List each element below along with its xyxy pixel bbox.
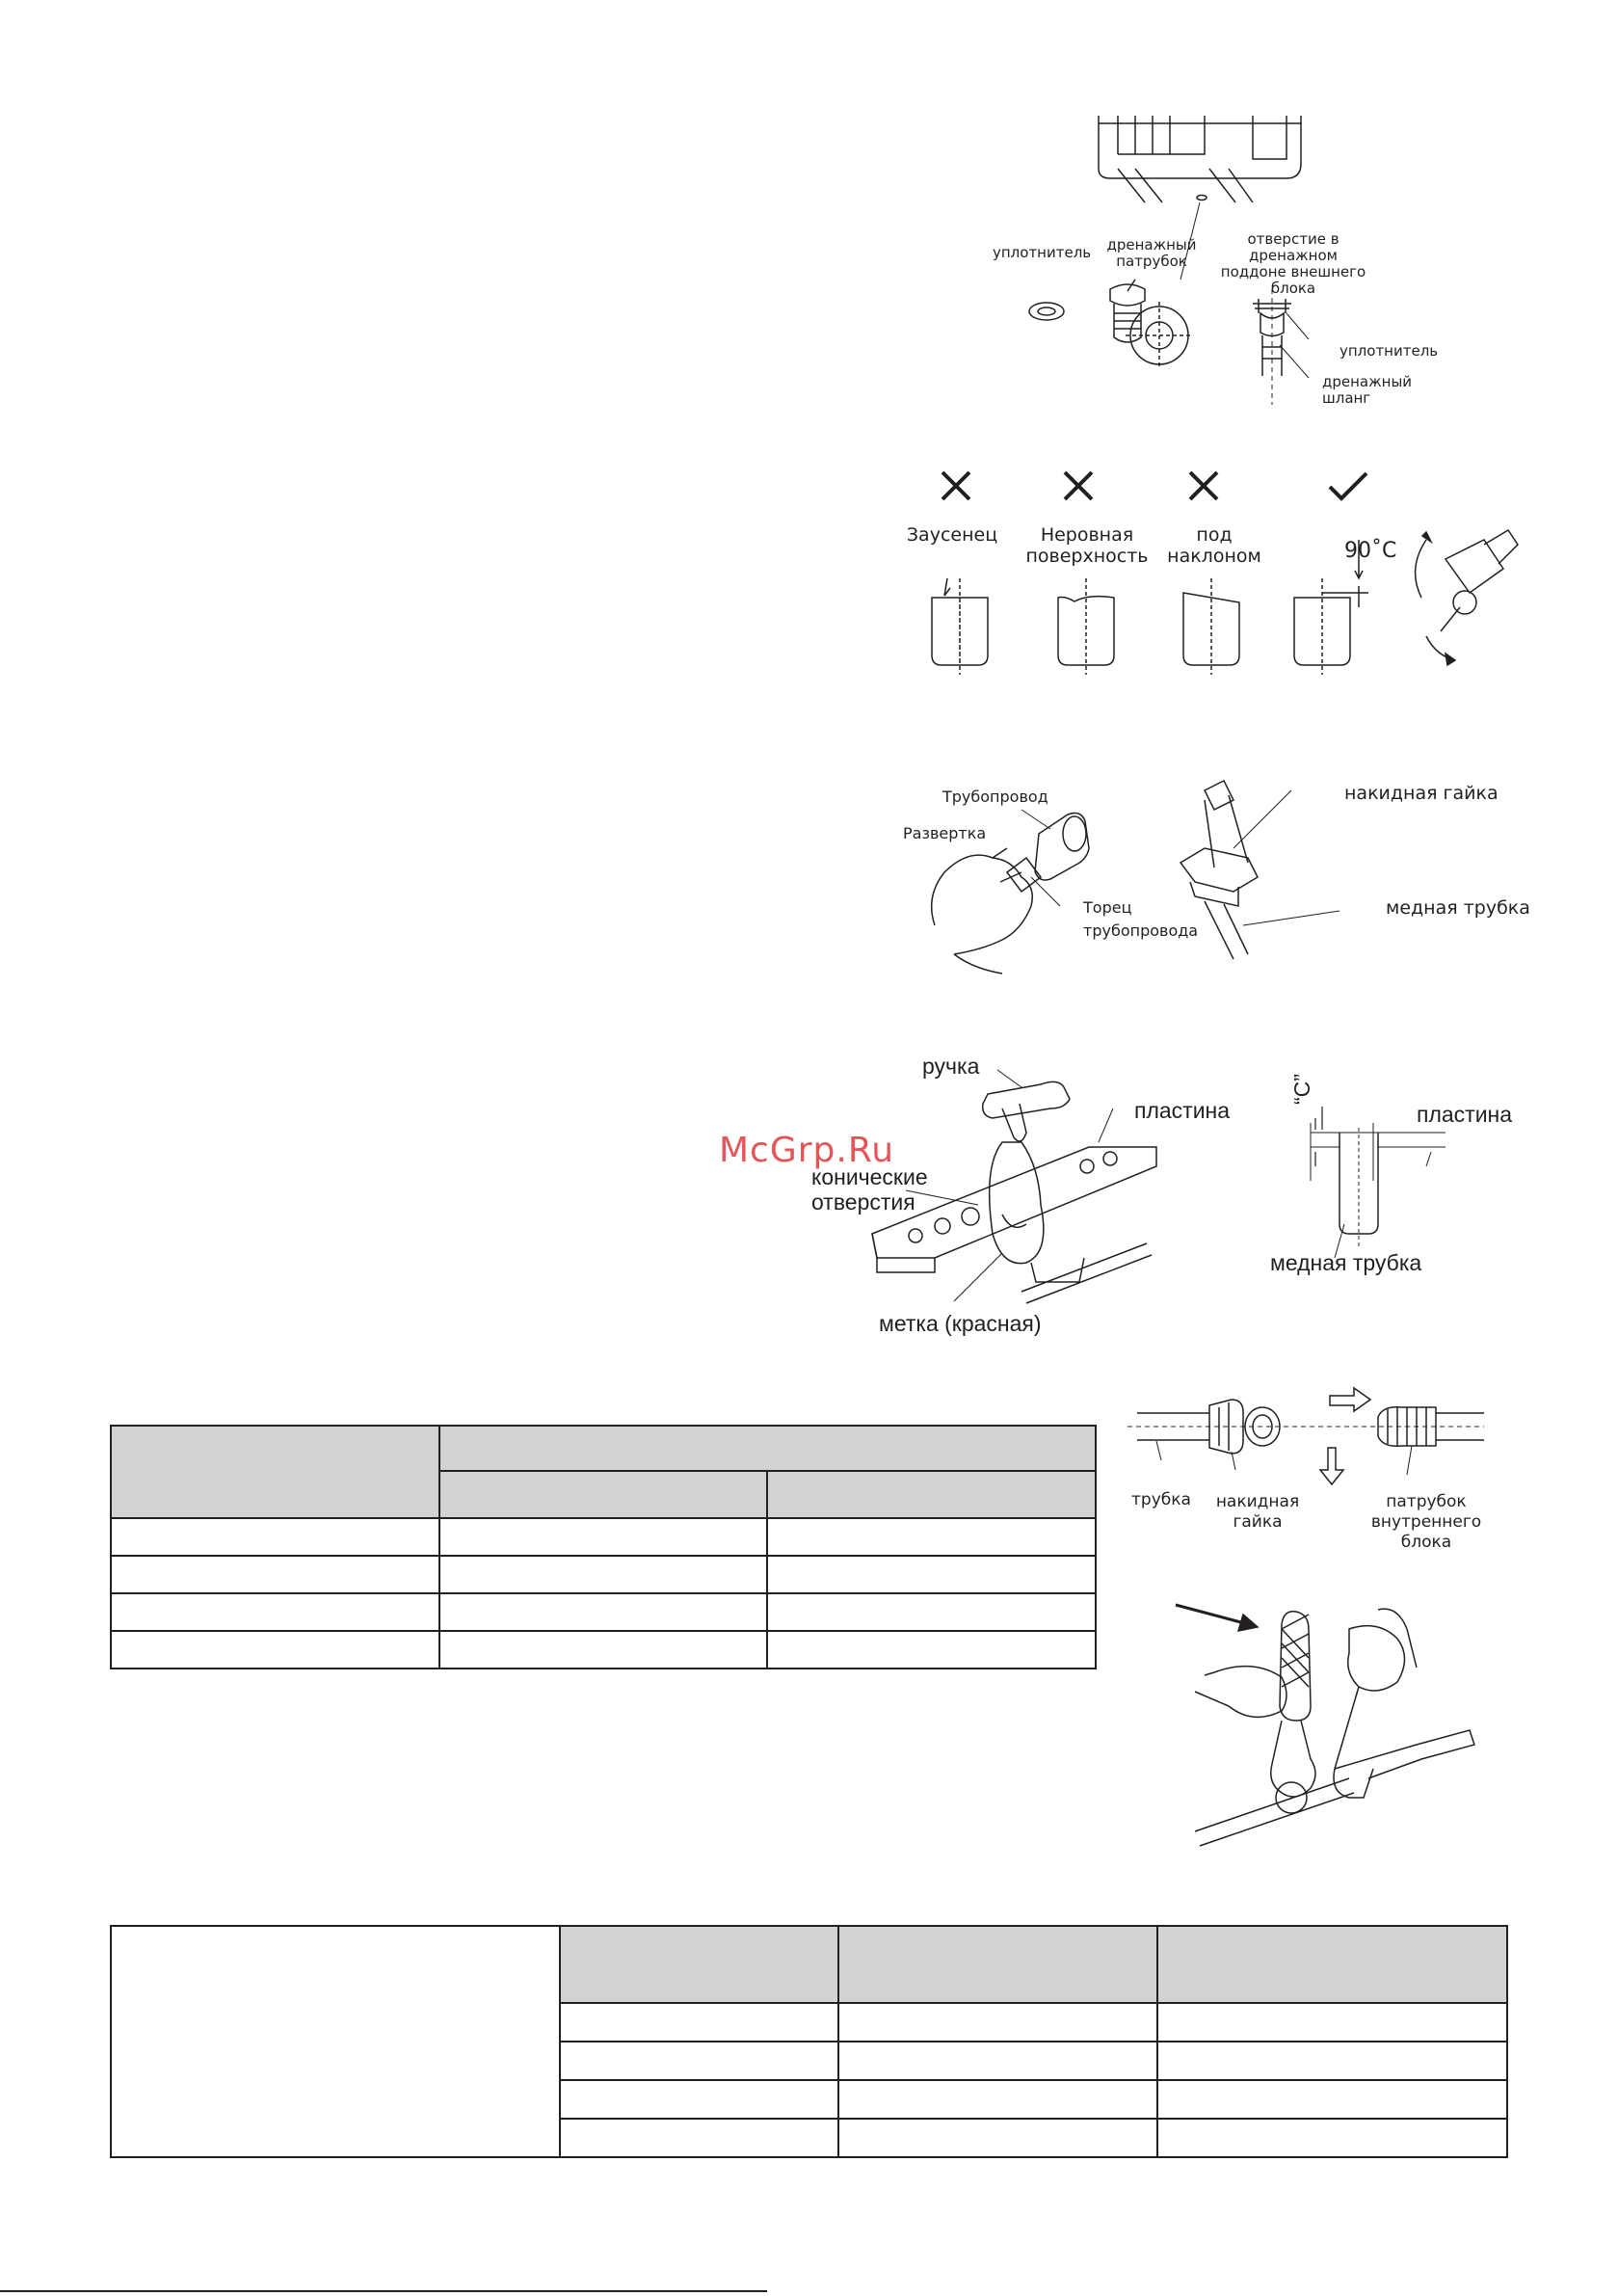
label-pipe-end: Торец трубопровода	[1083, 898, 1199, 940]
label-burr: Заусенец	[906, 524, 998, 546]
cross-icon	[1065, 472, 1092, 499]
label-reamer: Развертка	[903, 824, 987, 842]
table-top-header-cell	[439, 1426, 1096, 1471]
label-copper-tube: медная трубка	[1386, 897, 1530, 919]
table-bottom-header-cell	[838, 1926, 1157, 2003]
label-drain-fitting: дренажный патрубок	[1106, 236, 1197, 270]
table-bottom-label-cell	[111, 1926, 560, 2157]
pipe-connection-illustration	[1118, 1388, 1503, 1484]
label-slanted: под наклоном	[1167, 524, 1261, 567]
pipe-cut-examples-illustration	[906, 463, 1523, 675]
label-drain-hole: отверстие в дренажном поддоне внешнего блока	[1220, 230, 1366, 297]
label-handle: ручка	[922, 1054, 980, 1079]
table-top-header-cell	[111, 1426, 439, 1518]
table-top	[110, 1425, 1097, 1669]
label-tube: трубка	[1131, 1490, 1191, 1509]
label-angle: 90˚C	[1344, 539, 1397, 563]
table-top-header-cell	[439, 1471, 767, 1518]
table-bottom-header-cell	[1157, 1926, 1507, 2003]
deburring-illustration	[915, 790, 1542, 983]
label-flare-nut-conn: накидная гайка	[1215, 1492, 1300, 1532]
table-bottom	[110, 1925, 1508, 2158]
watermark: McGrp.Ru	[719, 1131, 895, 1170]
label-plate-right: пластина	[1417, 1102, 1513, 1127]
cross-icon	[1190, 472, 1217, 499]
bottom-divider	[0, 2290, 767, 2292]
label-c-dimension: “C”	[1289, 1074, 1314, 1105]
table-bottom-header-cell	[560, 1926, 838, 2003]
label-plate: пластина	[1134, 1098, 1231, 1123]
table-row	[111, 1593, 1096, 1631]
check-icon	[1330, 473, 1366, 498]
label-mark-red: метка (красная)	[879, 1311, 1042, 1336]
label-flare-nut: накидная гайка	[1344, 783, 1499, 804]
label-copper-tube-right: медная трубка	[1270, 1250, 1422, 1275]
label-seal-left: уплотнитель	[993, 244, 1092, 261]
label-pipeline: Трубопровод	[942, 788, 1048, 806]
label-uneven-surface: Неровная поверхность	[1025, 524, 1149, 567]
table-row	[111, 1556, 1096, 1593]
label-drain-hose: дренажный шланг	[1322, 373, 1413, 407]
cross-icon	[942, 472, 969, 499]
table-top-header-cell	[767, 1471, 1096, 1518]
table-row	[111, 1518, 1096, 1556]
label-conical-holes: конические отверстия	[811, 1164, 928, 1215]
table-row	[111, 1631, 1096, 1669]
wrench-tightening-illustration	[1176, 1600, 1484, 1870]
label-indoor-fitting: патрубок внутреннего блока	[1370, 1492, 1482, 1552]
label-seal-right: уплотнитель	[1339, 342, 1439, 360]
